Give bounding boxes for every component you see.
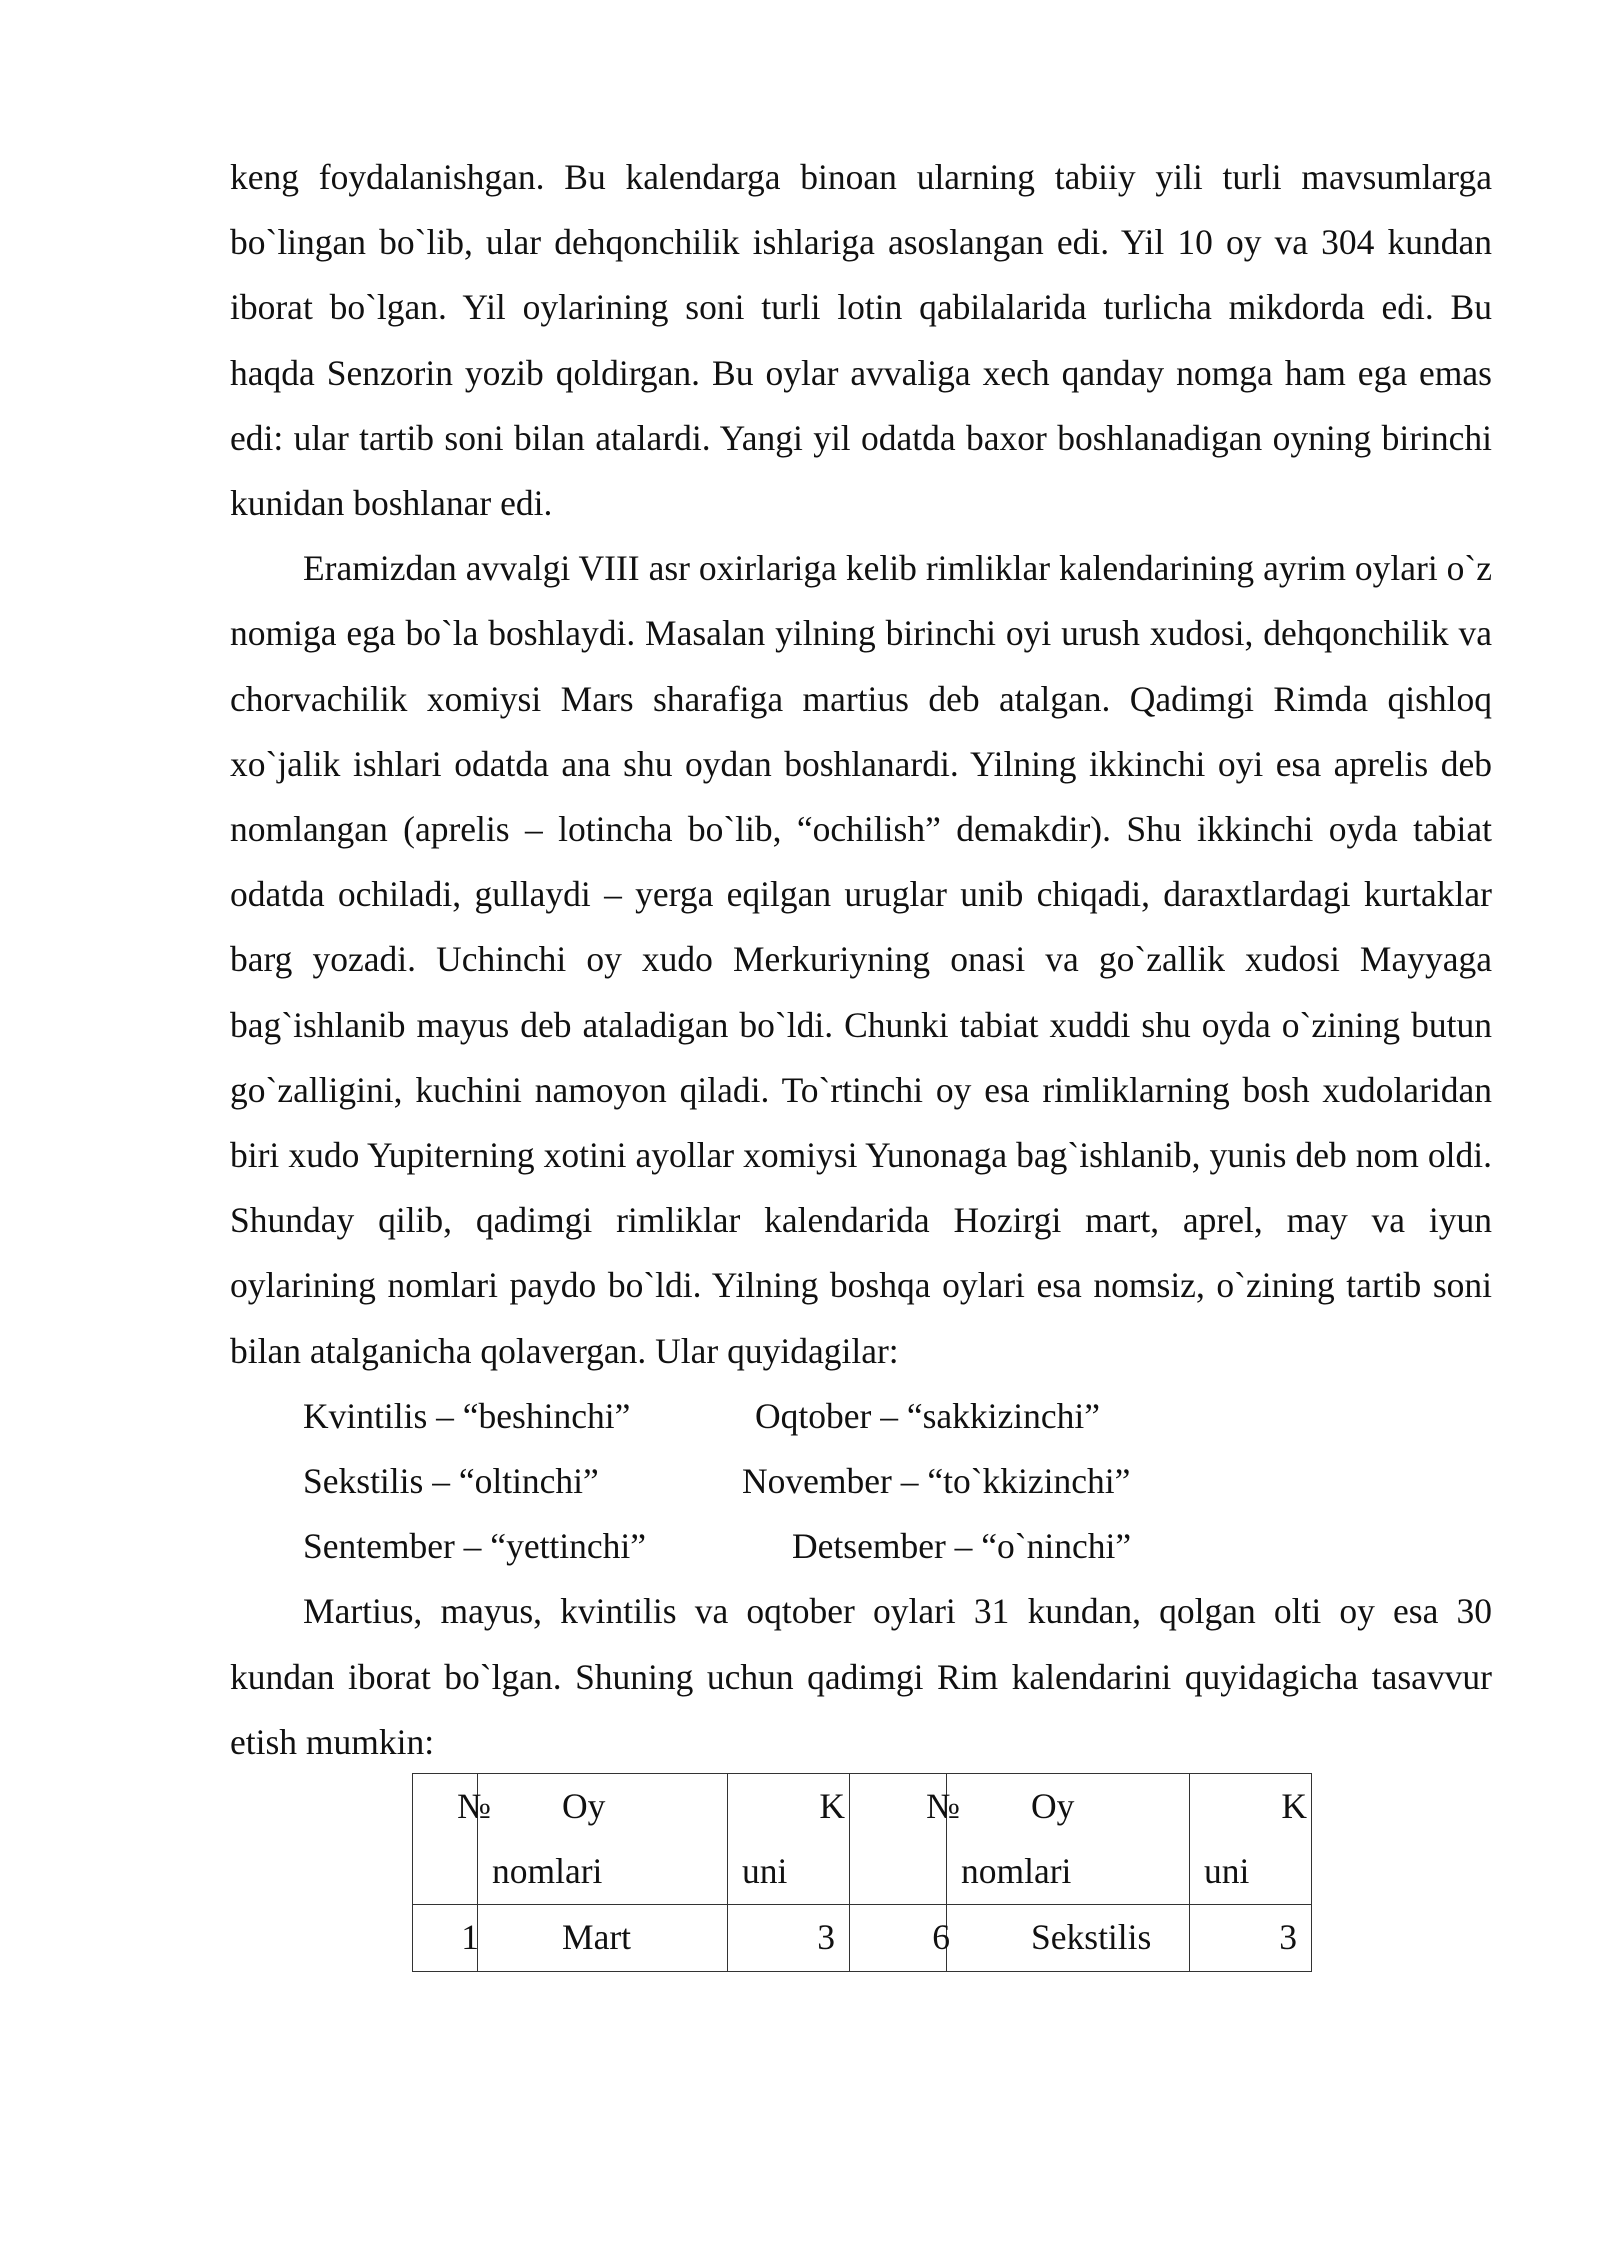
header-name-bottom: nomlari xyxy=(961,1851,1072,1891)
month-item-left: Sentember – “yettinchi” xyxy=(303,1526,647,1567)
header-cell-number xyxy=(413,1774,491,1905)
month-item-left: Kvintilis – “beshinchi” xyxy=(303,1395,631,1436)
paragraph-2: Eramizdan avvalgi VIII asr oxirlariga kelib rimliklar kalendarining ayrim oylari o`z nomiga ega bo`la boshlaydi. Masalan yilning birinchi oyi urush xudosi, dehqonchilik va chorvachilik xomiysi Mars sharafiga martius deb atalgan. Qadimgi Rimda qishloq xo`jalik ishlari odatda ana shu oydan boshlanardi. Yilning ikkinchi oyi esa aprelis deb nomlangan (aprelis – lotincha bo`lib, “ochilish” demakdir). Shu ikkinchi oyda tabiat odatda ochiladi, gullaydi – yerga eqilgan uruglar unib chiqadi, daraxtlardagi kurtaklar barg yozadi. Uchinchi oy xudo Merkuriyning onasi va go`zallik xudosi Mayyaga bag`ishlanib mayus deb ataladigan bo`ldi. Chunki tabiat xuddi shu oyda o`zining butun go`zalligini, kuchini namoyon qiladi. To`rtinchi oy esa rimliklarning bosh xudolaridan biri xudo Yupiterning xotini ayollar xomiysi Yunonaga bag`ishlanib, yunis deb nom oldi. Shunday qilib, qadimgi rimliklar kalendarida Hozirgi mart, aprel, may va iyun oylarining nomlari paydo bo`ldi. Yilning boshqa oylari esa nomsiz, o`zining tartib soni bilan atalganicha qolavergan. Ular quyidagilar: xyxy=(230,548,1492,1371)
header-days-top: K xyxy=(1281,1786,1307,1826)
cell-number xyxy=(850,1905,950,1972)
header-days-top: K xyxy=(819,1786,845,1826)
cell-days-text: 3 xyxy=(817,1917,835,1957)
header-cell-days xyxy=(728,1774,850,1905)
header-number: № xyxy=(926,1786,960,1826)
month-item-right: Oqtober – “sakkizinchi” xyxy=(755,1395,1101,1436)
cell-days xyxy=(728,1905,850,1972)
document-page xyxy=(230,145,1492,1775)
header-name-bottom: nomlari xyxy=(492,1851,603,1891)
table-header-row xyxy=(413,1774,1312,1905)
header-days-bottom: uni xyxy=(1204,1851,1250,1891)
header-days-bottom: uni xyxy=(742,1851,788,1891)
cell-number-text: 1 xyxy=(461,1917,479,1957)
header-cell-month-name xyxy=(947,1774,1190,1905)
cell-days-text: 3 xyxy=(1279,1917,1297,1957)
calendar-table xyxy=(412,1773,1312,1972)
cell-month-name xyxy=(947,1905,1190,1972)
header-name-top: Oy xyxy=(1031,1786,1075,1826)
month-list-row xyxy=(230,1384,1492,1449)
month-item-right: Detsember – “o`ninchi” xyxy=(792,1526,1132,1567)
cell-number xyxy=(413,1905,478,1972)
header-number: № xyxy=(457,1786,491,1826)
cell-number-text: 6 xyxy=(932,1917,950,1957)
header-cell-days xyxy=(1190,1774,1312,1905)
month-list xyxy=(230,1384,1492,1580)
paragraph-1: keng foydalanishgan. Bu kalendarga binoan ularning tabiiy yili turli mavsumlarga bo`lingan bo`lib, ular dehqonchilik ishlariga asoslangan edi. Yil 10 oy va 304 kundan iborat bo`lgan. Yil oylarining soni turli lotin qabilalarida turlicha mikdorda edi. Bu haqda Senzorin yozib qoldirgan. Bu oylar avvaliga xech qanday nomga ham ega emas edi: ular tartib soni bilan atalardi. Yangi yil odatda baxor boshlanadigan oyning birinchi kunidan boshlanar edi. xyxy=(230,157,1492,524)
cell-days xyxy=(1190,1905,1312,1972)
cell-month-name xyxy=(478,1905,728,1972)
cell-month-name-text: Mart xyxy=(562,1917,632,1957)
cell-month-name-text: Sekstilis xyxy=(1031,1917,1152,1957)
month-item-right: November – “to`kkizinchi” xyxy=(742,1461,1131,1502)
month-item-left: Sekstilis – “oltinchi” xyxy=(303,1461,599,1502)
header-name-top: Oy xyxy=(562,1786,606,1826)
month-list-row xyxy=(230,1514,1492,1579)
month-list-row xyxy=(230,1449,1492,1514)
header-cell-number xyxy=(850,1774,960,1905)
table-row xyxy=(413,1905,1312,1972)
header-cell-month-name xyxy=(478,1774,728,1905)
paragraph-3: Martius, mayus, kvintilis va oqtober oylari 31 kundan, qolgan olti oy esa 30 kundan iborat bo`lgan. Shuning uchun qadimgi Rim kalendarini quyidagicha tasavvur etish mumkin: xyxy=(230,1591,1492,1762)
